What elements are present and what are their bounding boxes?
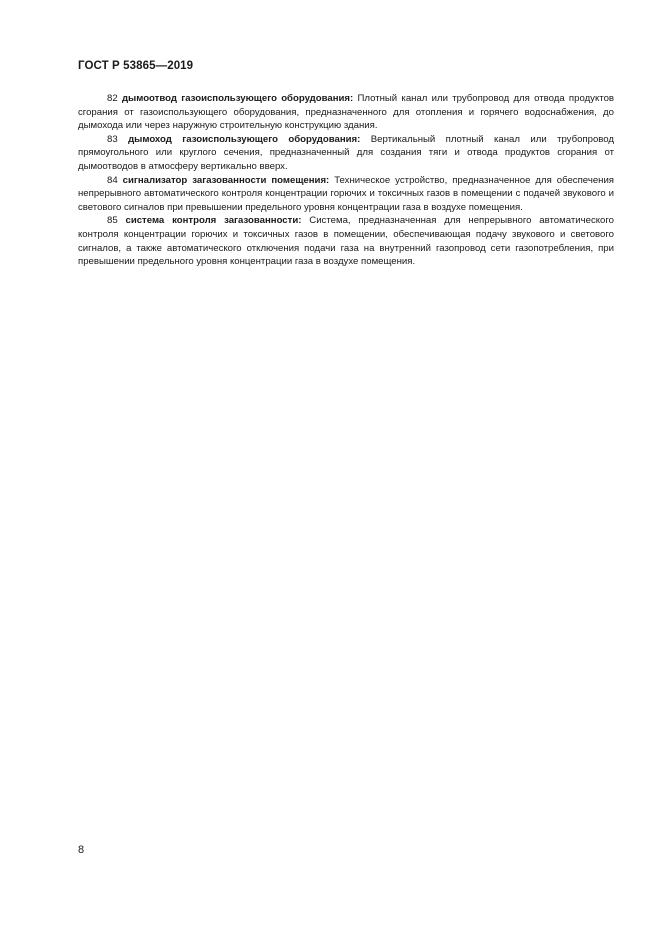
paragraph-number: 82	[107, 93, 118, 104]
definition: Система, предназначенная для непрерывного автоматического контроля концентрации горючих и токсичных газов в помещении, обеспечивающая подачу звукового и светового сигналов, а также автоматического отключения подачи газа на внутренний газопровод сети газопотребления, при превышении предельного уровня концентрации газа в воздухе помещения.	[78, 215, 615, 268]
term: сигнализатор загазованности помещения:	[122, 174, 330, 186]
term: система контроля загазованности:	[125, 215, 302, 227]
document-body	[78, 92, 614, 269]
paragraph-number: 85	[107, 215, 118, 227]
page-number: 8	[78, 844, 85, 856]
term: дымоотвод газоиспользующего оборудования:	[121, 93, 354, 104]
definition: Техническое устройство, предназначенное для обеспечения непрерывного автоматического контроля концентрации горючих и токсичных газов в помещении с подачей звукового и светового сигналов при превышении предельного уровня концентрации газа в воздухе помещения.	[78, 174, 615, 213]
definition-paragraph-82	[78, 92, 614, 133]
term: дымоход газоиспользующего оборудования:	[128, 133, 361, 145]
document-header: ГОСТ Р 53865—2019	[78, 60, 194, 72]
paragraph-number: 84	[107, 174, 118, 186]
paragraph-number: 83	[107, 133, 118, 145]
definition: Плотный канал или трубопровод для отвода продуктов сгорания от газоиспользующего оборудования, предназначенного для отопления и горячего водоснабжения, до дымохода или через наружную строительную конструкцию здания.	[78, 93, 614, 132]
definition: Вертикальный плотный канал или трубопровод прямоугольного или круглого сечения, предназначенный для создания тяги и отвода продуктов сгорания от дымоотводов в атмосферу вертикально вверх.	[78, 133, 614, 172]
definition-paragraph-83	[78, 133, 614, 174]
definition-paragraph-84	[78, 174, 614, 215]
definition-paragraph-85	[78, 214, 614, 268]
